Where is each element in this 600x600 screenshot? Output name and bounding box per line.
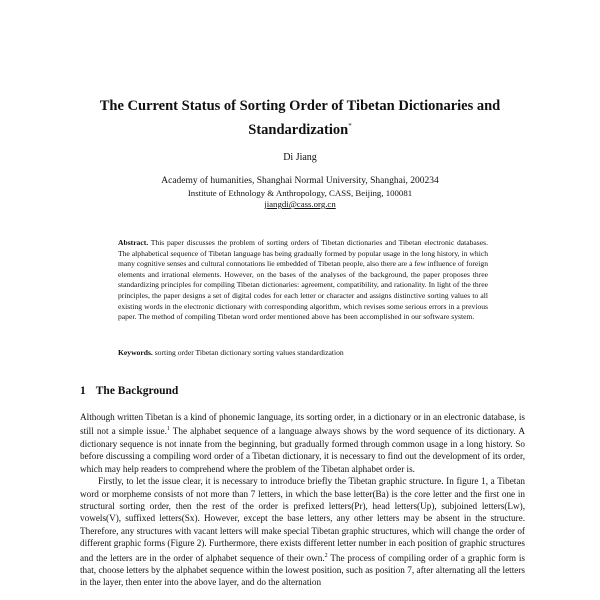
keywords-text: sorting order Tibetan dictionary sorting values standardization bbox=[154, 348, 344, 357]
abstract bbox=[118, 238, 488, 323]
author-email-link[interactable]: jiangdi@cass.org.cn bbox=[264, 199, 336, 209]
title-text: The Current Status of Sorting Order of Tibetan Dictionaries and Standardization bbox=[99, 98, 501, 138]
paragraph-2 bbox=[80, 475, 525, 589]
paper-title bbox=[80, 96, 520, 140]
affiliation-2: Institute of Ethnology & Anthropology, CASS, Beijing, 100081 bbox=[187, 188, 413, 198]
paragraph-2-part-a: Firstly, to let the issue clear, it is necessary to introduce briefly the Tibetan graphic structure. In figure 1, a Tibetan word or morpheme consists of not more than 7 letters, in which the base letter(Ba) is the core letter and the first one in structural sorting order, then the rest of the order is prefixed letters(Pr), head letters(Up), subjoined letters(Lw), vowels(V), suffixed letters(Sx). However, except the base letters, any other letters may be absent in the structure. Therefore, any structures with vacant letters will make special Tibetan graphic structures, which will change the order of different graphic forms (Figure 2). Furthermore, there exists different letter number in each position of graphic structures and the letters are in the order of alphabet sequence of their own. bbox=[80, 476, 525, 563]
keywords bbox=[118, 348, 488, 359]
keywords-label: Keywords. bbox=[118, 348, 153, 357]
body-text bbox=[80, 411, 525, 589]
paragraph-2-part-b: The process of compiling order of a graphic form is that, choose letters by the alphabet sequence within the lowest position, such as position 7, after alternating all the letters in the layer, then enter into the above layer, and do the alternation bbox=[80, 552, 526, 588]
footnote-ref-1: 1 bbox=[166, 426, 170, 433]
abstract-label: Abstract. bbox=[118, 238, 149, 247]
author-name: Di Jiang bbox=[283, 152, 317, 163]
affiliation-1: Academy of humanities, Shanghai Normal University, Shanghai, 200234 bbox=[161, 176, 439, 186]
paragraph-1 bbox=[80, 411, 525, 475]
footnote-ref-2: 2 bbox=[324, 552, 328, 559]
title-footnote-mark: * bbox=[348, 122, 352, 130]
paragraph-1-part-a: Although written Tibetan is a kind of phonemic language, its sorting order, in a dictionary or in an electronic database, is still not a simple issue. bbox=[80, 412, 525, 437]
abstract-text: This paper discusses the problem of sorting orders of Tibetan dictionaries and Tibetan electronic databases. The alphabetical sequence of Tibetan language has being gradually formed by popular usage in the long history, in which many cognitive senses and cultural connotations lie embedded of Tibetan people, also there are a few influence of foreign elements and irrational elements. However, on the bases of the analyses of the background, the paper proposes three standardizing principles for compiling Tibetan dictionaries: agreement, compatibility, and rationality. In light of the three principles, the paper designs a set of digital codes for each letter or character and assigns distinctive sorting values to all existing words in the electronic dictionary with corresponding algorithm, which revises some serious errors in a previous paper. The method of compiling Tibetan word order mentioned above has been accomplished in our software system. bbox=[118, 238, 488, 322]
paragraph-1-part-b: The alphabet sequence of a language always shows by the word sequence of its dictionary. A dictionary sequence is not innate from the beginning, but gradually formed through common usage in a long history. So before discussing a compiling word order of a Tibetan dictionary, it is necessary to find out the development of its order, which may help readers to comprehend where the problem of the Tibetan alphabet order is. bbox=[80, 426, 525, 474]
section-heading bbox=[80, 385, 178, 397]
section-number: 1 bbox=[80, 385, 86, 397]
section-title: The Background bbox=[95, 385, 179, 397]
